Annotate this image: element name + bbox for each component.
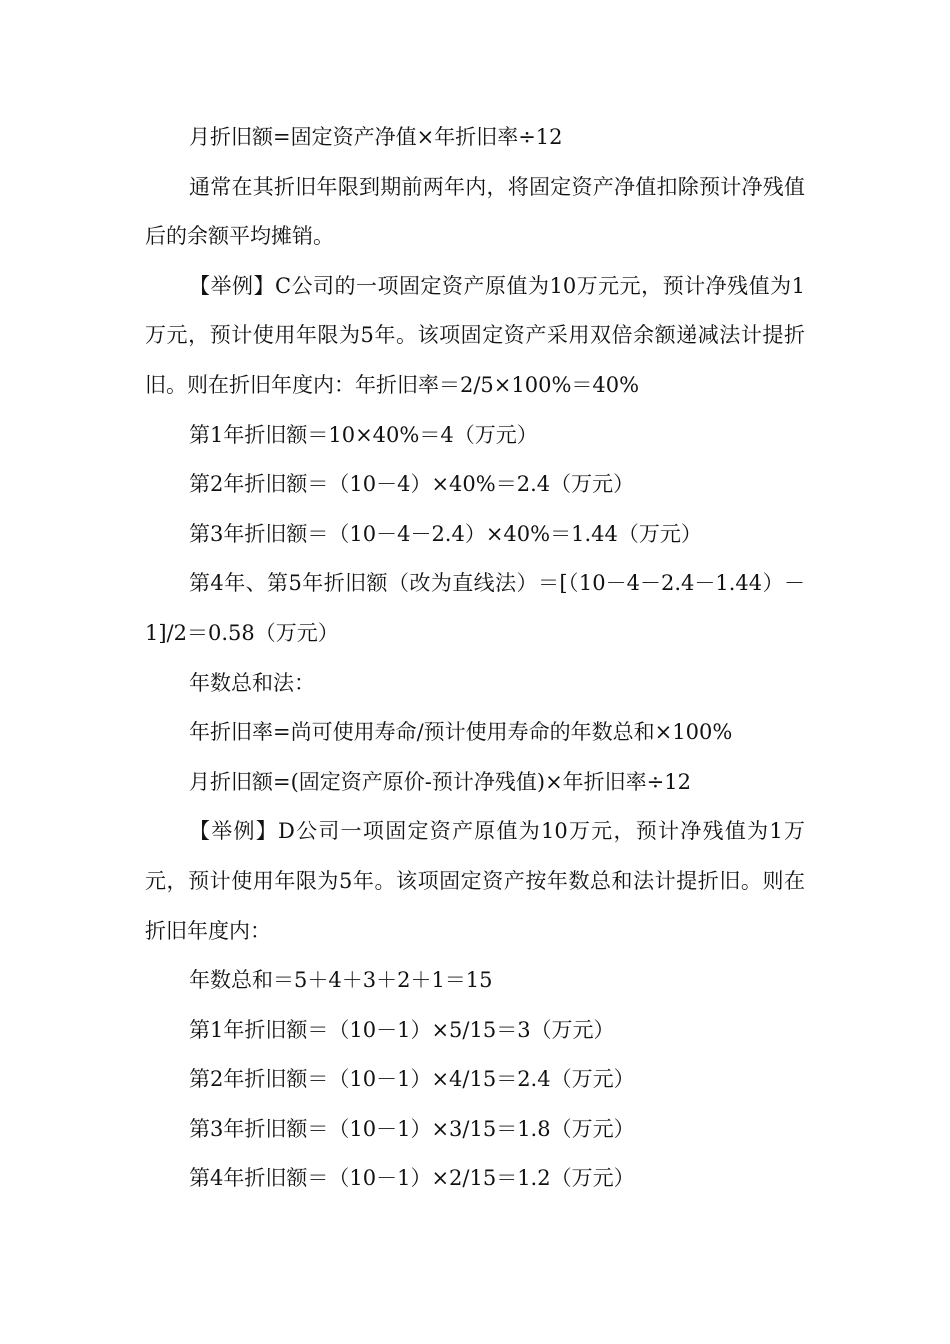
- paragraph-c-year-4-5: 第4年、第5年折旧额（改为直线法）＝[（10－4－2.4－1.44）－1]/2＝0.58（万元）: [145, 571, 805, 645]
- document-body: [145, 113, 805, 1204]
- paragraph-annual-rate-formula: 年折旧率=尚可使用寿命/预计使用寿命的年数总和×100%: [189, 720, 733, 745]
- paragraph-c-year-1: 第1年折旧额＝10×40%＝4（万元）: [189, 422, 538, 447]
- paragraph-example-d-company: 【举例】D公司一项固定资产原值为10万元，预计净残值为1万元，预计使用年限为5年。该项固定资产按年数总和法计提折旧。则在折旧年度内：: [145, 819, 805, 943]
- paragraph-c-year-2: 第2年折旧额＝（10－4）×40%＝2.4（万元）: [189, 472, 635, 497]
- paragraph-monthly-amount-formula: 月折旧额=(固定资产原价-预计净残值)×年折旧率÷12: [189, 769, 691, 794]
- paragraph-sum-of-years: 年数总和＝5＋4＋3＋2＋1＝15: [189, 968, 493, 993]
- paragraph-d-year-2: 第2年折旧额＝（10－1）×4/15＝2.4（万元）: [189, 1067, 635, 1092]
- paragraph-monthly-depreciation-formula: 月折旧额=固定资产净值×年折旧率÷12: [189, 125, 563, 149]
- paragraph-final-two-years-rule: 通常在其折旧年限到期前两年内，将固定资产净值扣除预计净残值后的余额平均摊销。: [145, 174, 805, 249]
- paragraph-d-year-3: 第3年折旧额＝（10－1）×3/15＝1.8（万元）: [189, 1116, 635, 1141]
- paragraph-sum-of-years-heading: 年数总和法：: [189, 670, 315, 695]
- paragraph-d-year-1: 第1年折旧额＝（10－1）×5/15＝3（万元）: [189, 1017, 615, 1042]
- paragraph-c-year-3: 第3年折旧额＝（10－4－2.4）×40%＝1.44（万元）: [189, 521, 702, 546]
- paragraph-d-year-4: 第4年折旧额＝（10－1）×2/15＝1.2（万元）: [189, 1166, 635, 1191]
- paragraph-example-c-company: 【举例】C公司的一项固定资产原值为10万元元，预计净残值为1万元，预计使用年限为5年。该项固定资产采用双倍余额递减法计提折旧。则在折旧年度内：年折旧率＝2/5×100%＝40%: [145, 273, 805, 397]
